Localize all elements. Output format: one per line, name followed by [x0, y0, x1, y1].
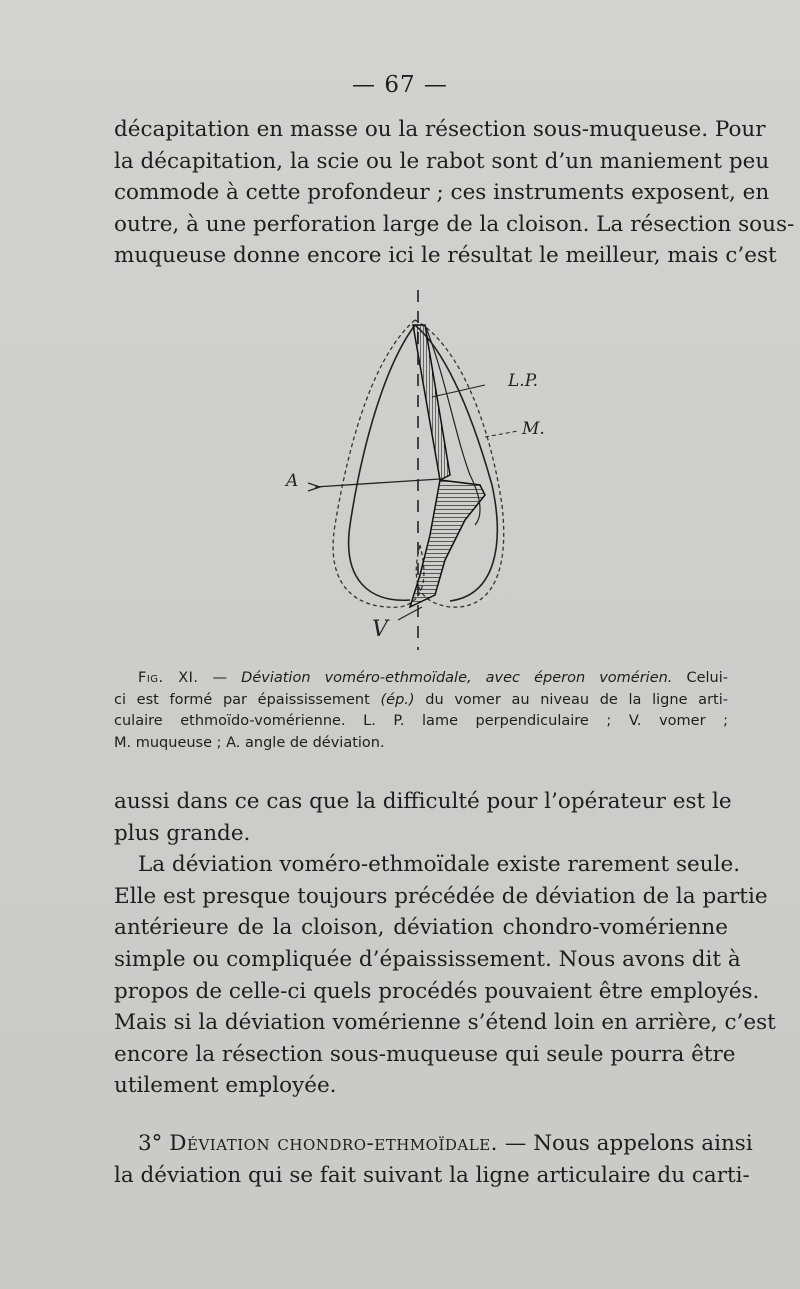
- text-line: la décapitation, la scie ou le rabot sont d’un maniement peu: [114, 148, 770, 174]
- text-line: outre, à une perforation large de la cloison. La résection sous-: [114, 211, 795, 237]
- caption-line: Fig. XI. — Déviation voméro-ethmoïdale, avec éperon vomérien. Celui-: [138, 670, 729, 686]
- figure-number: Fig. XI.: [138, 670, 199, 686]
- left-cavity-outline: [333, 320, 424, 607]
- figure-caption: [114, 668, 728, 754]
- caption-line: culaire ethmoïdo-vomérienne. L. P. lame perpendiculaire ; V. vomer ;: [114, 713, 728, 729]
- septum-diagram: [270, 285, 570, 655]
- arrow-lp-line: [432, 385, 485, 397]
- text-line: décapitation en masse ou la résection sous-muqueuse. Pour: [114, 117, 766, 142]
- text-line: propos de celle-ci quels procédés pouvaient être employés.: [114, 978, 760, 1004]
- caption-line: ci est formé par épaississement (ép.) du vomer au niveau de la ligne arti-: [114, 691, 728, 708]
- section-heading-line: 3° Déviation chondro-ethmoïdale. — Nous appelons ainsi: [138, 1131, 753, 1156]
- leader-m: [485, 431, 518, 437]
- text-line: antérieure de la cloison, déviation chondro-vomérienne: [114, 915, 728, 941]
- text-line: utilement employée.: [114, 1073, 337, 1099]
- text-line: encore la résection sous-muqueuse qui seule pourra être: [114, 1041, 736, 1067]
- text-line: Mais si la déviation vomérienne s’étend loin en arrière, c’est: [114, 1010, 776, 1036]
- paragraph-top: [114, 114, 795, 272]
- text-line: la déviation qui se fait suivant la ligne articulaire du carti-: [114, 1162, 750, 1188]
- text-line: plus grande.: [114, 820, 251, 846]
- text-line: aussi dans ce cas que la difficulté pour l’opérateur est le: [114, 789, 732, 814]
- label-v: V: [372, 617, 388, 642]
- arrow-a-line: [315, 479, 440, 487]
- figure-title: Déviation voméro-ethmoïdale, avec éperon vomérien.: [241, 670, 673, 686]
- section-number: 3°: [138, 1131, 163, 1156]
- section-heading: Déviation chondro-ethmoïdale.: [169, 1131, 499, 1156]
- label-a: A: [286, 471, 299, 491]
- arrow-a-tail: [308, 483, 320, 491]
- text-line: La déviation voméro-ethmoïdale existe rarement seule.: [138, 852, 741, 878]
- text-line: commode à cette profondeur ; ces instruments exposent, en: [114, 180, 770, 206]
- vomer-spur: [410, 480, 485, 607]
- paragraph-middle: [114, 786, 776, 1102]
- page-number: — 67 —: [352, 72, 448, 98]
- paragraph-section-3: [114, 1128, 753, 1191]
- text-line: simple ou compliquée d’épaississement. Nous avons dit à: [114, 946, 741, 972]
- figure-septum-diagram: [270, 285, 570, 655]
- label-m: M.: [522, 419, 545, 439]
- caption-line: M. muqueuse ; A. angle de déviation.: [114, 734, 385, 751]
- text-line: Elle est presque toujours précédée de déviation de la partie: [114, 883, 768, 909]
- label-lp: L.P.: [508, 371, 539, 391]
- text-line: muqueuse donne encore ici le résultat le meilleur, mais c’est: [114, 243, 777, 269]
